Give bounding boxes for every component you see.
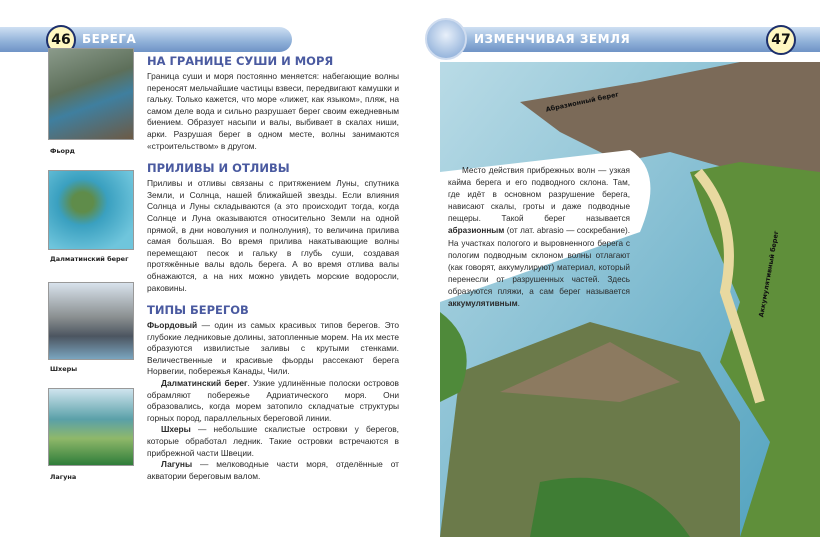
para-fjord: Фьордовый — один из самых красивых типов берегов. Это глубокие ледниковые долины, затопленные морем. На их месте образуются извилистые заливы с крутыми стенками. Величественные и красивые фьорды рассекают берега Норвегии, побережья Канады, Чили. xyxy=(147,320,399,377)
dalmatian-caption: Далматинский берег xyxy=(50,255,129,263)
globe-emblem-icon xyxy=(425,18,467,60)
page-number-right: 47 xyxy=(766,25,796,55)
para-skerries: Шхеры — небольшие скалистые островки у берегов, которые обработал ледник. Такие островки встречаются в прибрежной части Швеции. xyxy=(147,424,399,458)
left-header-bar xyxy=(0,27,292,52)
section-title: НА ГРАНИЦЕ СУШИ И МОРЯ xyxy=(147,54,334,68)
fjord-image xyxy=(48,48,134,140)
para-lagoon: Лагуны — мелководные части моря, отделённые от акватории береговым валом. xyxy=(147,459,399,481)
section-text: Приливы и отливы связаны с притяжением Луны, спутника Земли, и Солнца, нашей ближайшей звезды. Если влияния Солнца и Луны складываются (а это происходит тогда, когда Солнце и Луна оказываются относительно Земли на одной прямой, в дни новолуния и полнолуния), то величина прилива самая большая. Во время прилива накатывающие волны перемещают песок и гальку в глубь суши, создавая протяжённые валы вдоль берега. А во время отлива валы обнажаются, а на них можно увидеть морские водоросли, раковины. xyxy=(147,178,399,293)
accumulative-coast-label: Аккумулятивный берег xyxy=(757,230,781,318)
skerries-caption: Шхеры xyxy=(50,365,78,373)
page-number-left: 46 xyxy=(46,25,76,55)
section-coast-types xyxy=(147,303,399,482)
fjord-caption: Фьорд xyxy=(50,147,75,155)
abrasion-coast-label: Абразионный берег xyxy=(544,90,620,114)
para-dalmatian: Далматинский берег. Узкие удлинённые полоски островов обрамляют побережье Адриатического моря. Они образовались, когда морем затопило складчатые структуры горных пород, параллельных береговой линии. xyxy=(147,378,400,423)
right-header-title: ИЗМЕНЧИВАЯ ЗЕМЛЯ xyxy=(474,32,631,46)
section-title: ТИПЫ БЕРЕГОВ xyxy=(147,303,249,318)
section-land-sea xyxy=(147,54,399,152)
left-text-column xyxy=(147,54,399,482)
skerries-image xyxy=(48,282,134,360)
lagoon-caption: Лагуна xyxy=(50,473,77,481)
dalmatian-image xyxy=(48,170,134,250)
left-header-title: БЕРЕГА xyxy=(82,32,137,46)
right-body-text: Место действия прибрежных волн — узкая кайма берега и его подводного склона. Там, где идёт в основном разрушение берега, нависают скалы, гроты и даже подводные пещеры. Такой берег называется абразионным (от лат. abrasio — соскребание). На участках пологого и выровненного берега с пологим подводным склоном волны отлагают (как говорят, аккумулируют) материал, который перенесли от разрушенных частей. Здесь образуются пляжи, а сам берег называется аккумулятивным. xyxy=(448,166,630,309)
section-title: ПРИЛИВЫ И ОТЛИВЫ xyxy=(147,161,290,176)
section-text: Граница суши и моря постоянно меняется: набегающие волны переносят мельчайшие частицы взвеси, передвигают камушки и гальку. Только кажется, что море «лижет, как языком», пляж, на самом деле вода и сильно разрушает берег своим ежедневным биением. Образует насыпи и валы, выбивает в скалах ниши, арки. Разрушая берег в одном месте, волны занимаются «строительством» в другом. xyxy=(147,71,399,151)
section-tides xyxy=(147,161,399,294)
lagoon-image xyxy=(48,388,134,466)
